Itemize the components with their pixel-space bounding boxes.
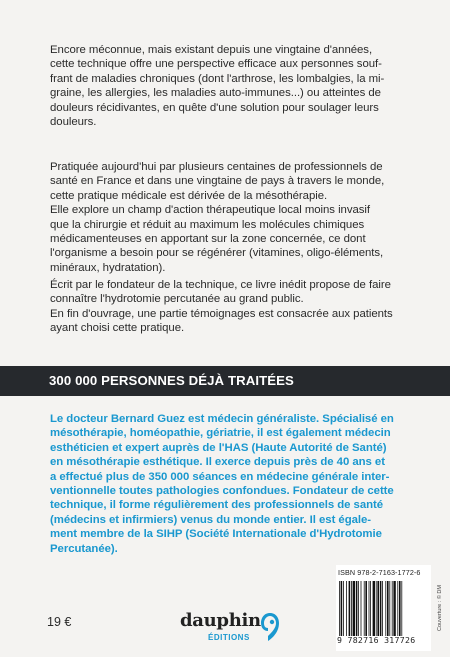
barcode-bar [361,581,362,636]
barcode-bar [341,581,343,636]
barcode-bar [339,581,340,636]
barcode-bar [370,581,371,636]
description-paragraph-1: Encore méconnue, mais existant depuis une vingtaine d'années, cette technique offre une perspective efficace aux personnes souf- frant de maladies chroniques (dont l'arthrose, les lombalgies, la mi- graine, les allergies, les maladies auto-immunes...) ou atteintes de douleurs récidivantes, en quête d'une solution pour soulager leurs douleurs. [50,44,385,129]
barcode-bar [353,581,355,636]
dolphin-icon [260,612,280,642]
isbn-label: ISBN 978-2-7163-1772-6 [338,568,421,577]
barcode-number: 9 782716 317726 [337,635,416,645]
barcode-bar [346,581,347,636]
barcode-bar [382,581,383,636]
barcode-bar [399,581,401,636]
barcode-bar [349,581,351,636]
barcode-bar [377,581,379,636]
barcode-bar [392,581,393,636]
publisher-logo [180,610,280,650]
barcode-bar [385,581,386,636]
barcode-bar [376,581,377,636]
barcode-area [336,565,431,651]
cover-credit: Couverture : © DM [437,585,443,631]
barcode-bar [369,581,370,636]
barcode-bar [373,581,375,636]
barcode-bar [365,581,367,636]
barcode-bar [401,581,402,636]
barcode-bar [389,581,390,636]
publisher-subtitle: ÉDITIONS [208,633,250,642]
price-label: 19 € [47,615,72,629]
author-bio: Le docteur Bernard Guez est médecin généraliste. Spécialisé en mésothérapie, homéopathie, gériatrie, il est également médecin esthéticien et expert auprès de l'HAS (Haute Autorité de Santé) en mésothérapie esthétique. Il exerce depuis près de 40 ans et a effectué plus de 350 000 séances en médecine générale inter- ventionnelle toutes pathologies confondues. Fondateur de cette technique, il forme régulièrement des professionnels de santé (médecins et infirmiers) venus du monde entier. Il est égale- ment membre de la SIHP (Société Internationale d'Hydrotomie Percutanée). [50,413,394,555]
barcode-bar [358,581,359,636]
barcode-bar [397,581,398,636]
highlight-banner [0,366,450,396]
barcode-bar [380,581,382,636]
description-paragraph-3: Écrit par le fondateur de la technique, ce livre inédit propose de faire connaître l'hydrotomie percutanée au grand public. En fin d'ouvrage, une partie témoignages est consacrée aux patients ayant choisi cette pratique. [50,279,393,335]
banner-text: 300 000 PERSONNES DÉJÀ TRAITÉES [49,373,294,388]
barcode-bar [387,581,389,636]
description-paragraph-2: Pratiquée aujourd'hui par plusieurs centaines de professionnels de santé en France et dans une vingtaine de pays à travers le monde, cette pratique médicale est dérivée de la mésothérapie. Elle explore un champ d'action thérapeutique local moins invasif que la chirurgie et réduit au maximum les molécules chimiques médicamenteuses en apportant sur la zone concernée, ce dont l'organisme a besoin pour se régénérer (vitamines, oligo-éléments, minéraux, hydratation). [50,161,385,274]
barcode-bar [364,581,365,636]
publisher-name: dauphin [180,610,261,631]
barcode-bar [356,581,358,636]
barcode-bar [351,581,352,636]
barcode-bar [393,581,395,636]
barcode-bar [343,581,344,636]
barcode-icon [339,581,423,636]
